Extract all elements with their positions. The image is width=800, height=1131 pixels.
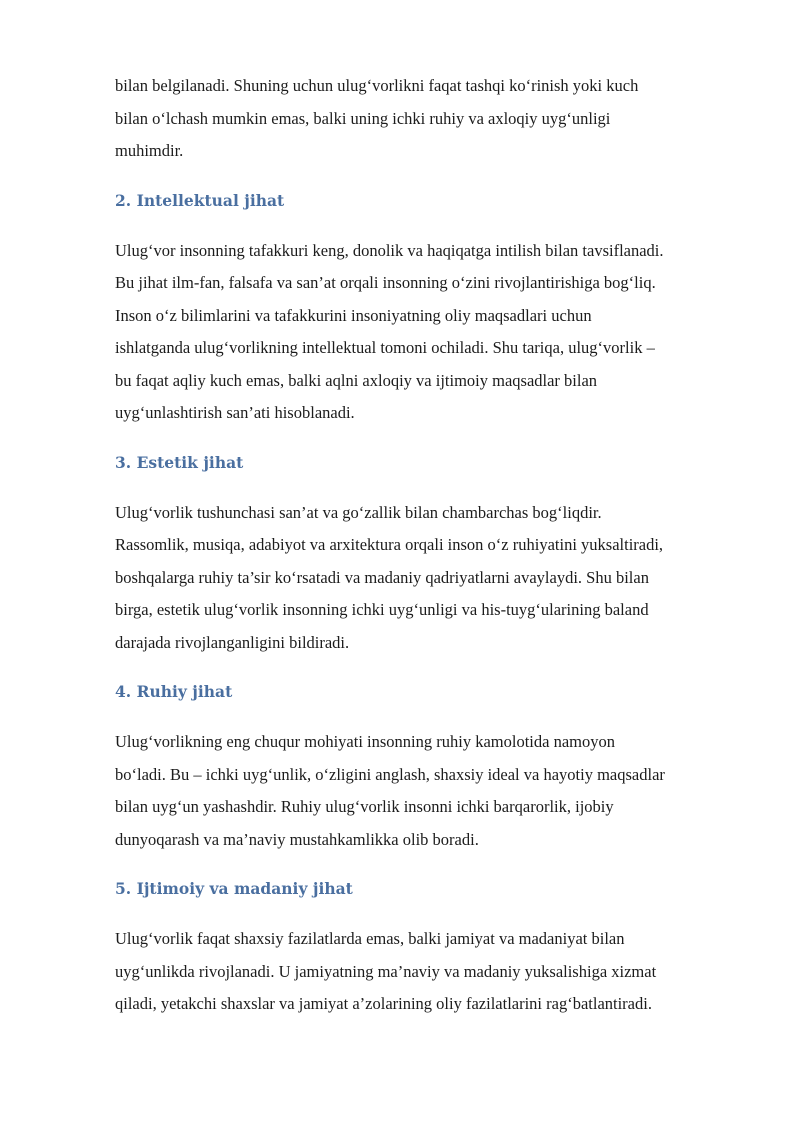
text-line: bilan o‘lchash mumkin emas, balki uning ichki ruhiy va axloqiy uyg‘unligi xyxy=(115,108,611,128)
paragraph-aesthetic xyxy=(115,497,750,660)
text-line: Bu jihat ilm-fan, falsafa va san’at orqali insonning o‘zini rivojlantirishiga bog‘liq. xyxy=(115,273,656,292)
text-line: Rassomlik, musiqa, adabiyot va arxitektura orqali inson o‘z ruhiyatini yuksaltiradi, xyxy=(115,535,664,554)
text-line: Ulug‘vor insonning tafakkuri keng, donolik va haqiqatga intilish bilan tavsiflanadi. xyxy=(115,240,664,260)
text-line: bo‘ladi. Bu – ichki uyg‘unlik, o‘zligini anglash, shaxsiy ideal va hayotiy maqsadlar xyxy=(115,764,665,784)
paragraph-intellectual xyxy=(115,235,750,430)
text-line: bilan uyg‘un yashashdir. Ruhiy ulug‘vorlik insonni ichki barqarorlik, ijobiy xyxy=(115,797,614,816)
text-line: qiladi, yetakchi shaxslar va jamiyat a’zolarining oliy fazilatlarini rag‘batlantiradi. xyxy=(115,994,652,1013)
text-line: uyg‘unlikda rivojlanadi. U jamiyatning ma’naviy va madaniy yuksalishiga xizmat xyxy=(115,961,657,981)
text-line: boshqalarga ruhiy ta’sir ko‘rsatadi va madaniy qadriyatlarni avaylaydi. Shu bilan xyxy=(115,567,649,587)
text-line: Ulug‘vorlikning eng chuqur mohiyati insonning ruhiy kamolotida namoyon xyxy=(115,732,615,751)
section-heading-social-cultural: 5. Ijtimoiy va madaniy jihat xyxy=(115,879,353,898)
section-heading-intellectual: 2. Intellektual jihat xyxy=(115,190,285,210)
section-heading-aesthetic: 3. Estetik jihat xyxy=(115,452,244,472)
paragraph-spiritual xyxy=(115,726,750,856)
text-line: dunyoqarash va ma’naviy mustahkamlikka olib boradi. xyxy=(115,829,479,849)
text-line: Ulug‘vorlik tushunchasi san’at va go‘zallik bilan chambarchas bog‘liqdir. xyxy=(115,502,602,522)
text-line: bilan belgilanadi. Shuning uchun ulug‘vorlikni faqat tashqi ko‘rinish yoki kuch xyxy=(115,76,639,95)
text-line: Inson o‘z bilimlarini va tafakkurini insoniyatning oliy maqsadlari uchun xyxy=(115,305,592,325)
text-line: bu faqat aqliy kuch emas, balki aqlni axloqiy va ijtimoiy maqsadlar bilan xyxy=(115,370,598,390)
section-heading-spiritual: 4. Ruhiy jihat xyxy=(115,682,233,701)
text-line: darajada rivojlanganligini bildiradi. xyxy=(115,632,350,652)
paragraph-intro-continuation xyxy=(115,70,750,168)
text-line: uyg‘unlashtirish san’ati hisoblanadi. xyxy=(115,403,355,422)
document-page xyxy=(115,70,750,1021)
paragraph-social-cultural xyxy=(115,923,750,1021)
text-line: birga, estetik ulug‘vorlik insonning ichki uyg‘unligi va his-tuyg‘ularining baland xyxy=(115,600,649,619)
text-line: ishlatganda ulug‘vorlikning intellektual tomoni ochiladi. Shu tariqa, ulug‘vorlik – xyxy=(115,338,655,357)
text-line: Ulug‘vorlik faqat shaxsiy fazilatlarda emas, balki jamiyat va madaniyat bilan xyxy=(115,929,625,948)
text-line: muhimdir. xyxy=(115,141,184,160)
